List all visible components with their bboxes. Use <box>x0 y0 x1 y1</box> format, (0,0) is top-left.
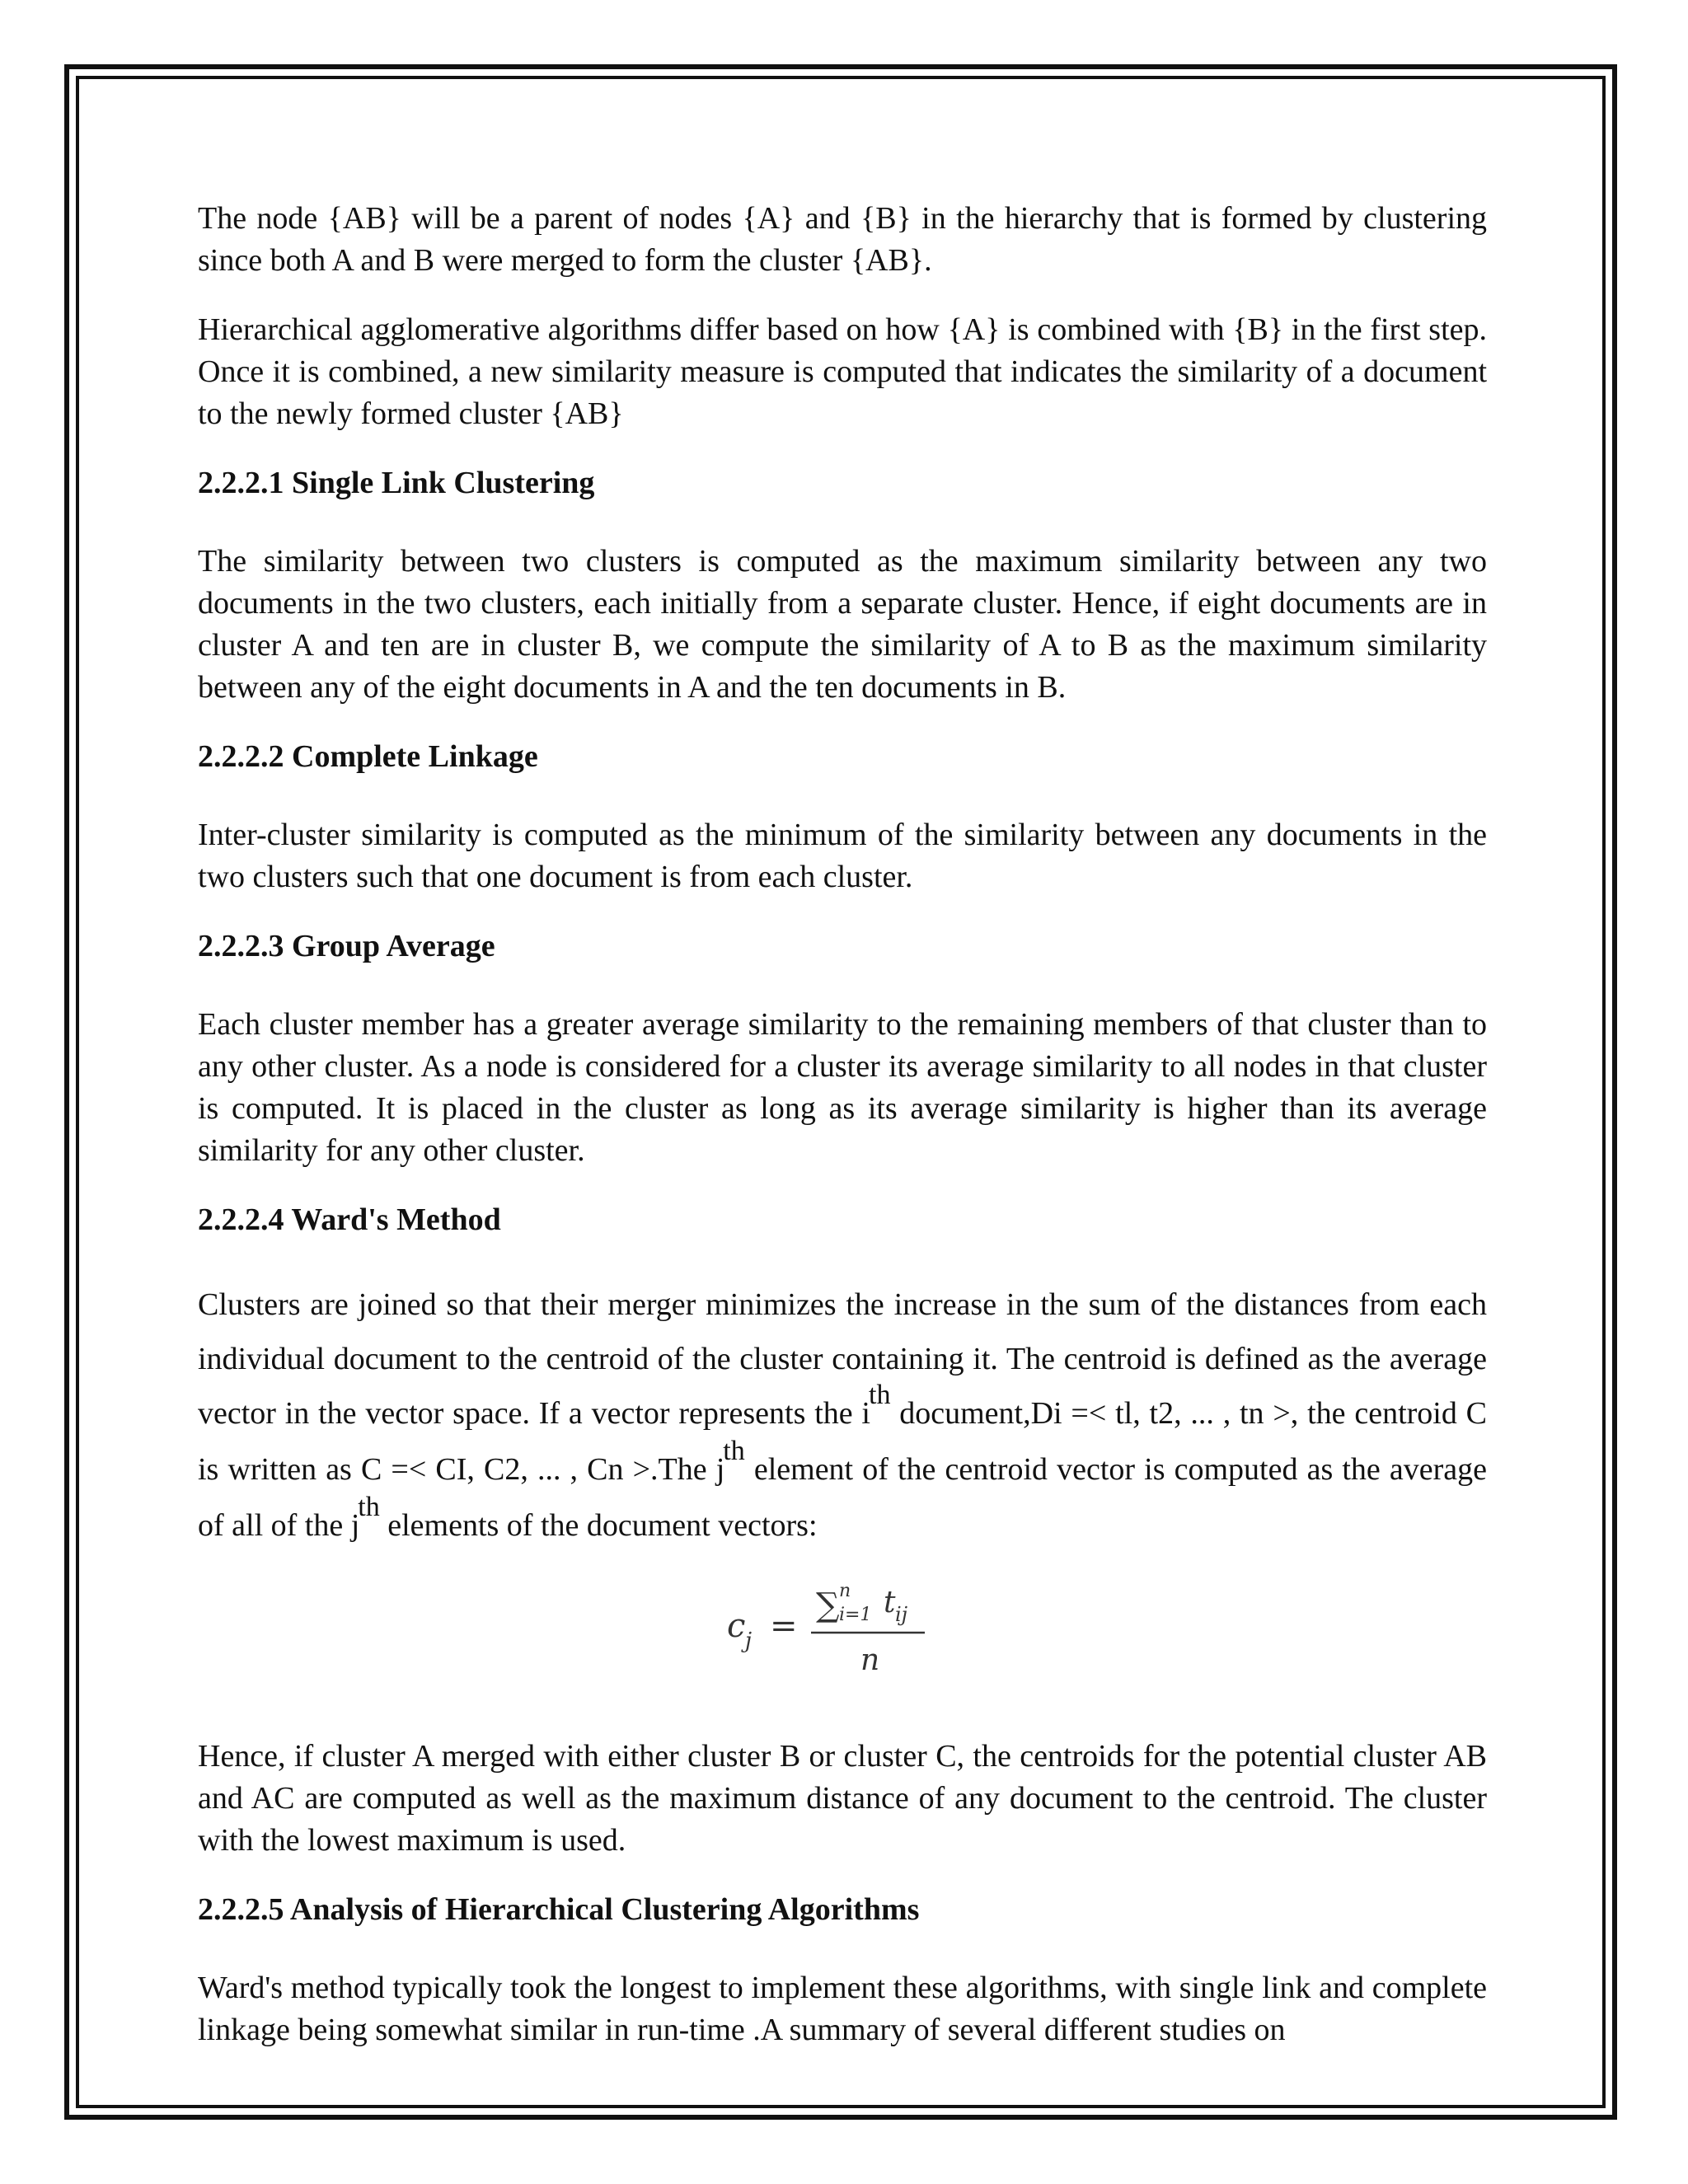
formula-sum-sup: n <box>839 1581 851 1601</box>
formula-denominator: n <box>860 1643 880 1677</box>
section-body-complete-linkage: Inter-cluster similarity is computed as the minimum of the similarity between any documents in the two clusters such that one document is from each cluster. <box>198 818 1487 894</box>
centroid-formula-graphic <box>719 1575 966 1682</box>
section-body-single-link: The similarity between two clusters is computed as the maximum similarity between any two documents in the two clusters, each initially from a separate cluster. Hence, if eight documents are in cluster A and ten are in cluster B, we compute the similarity of A to B as the maximum similarity between any of the eight documents in A and the ten documents in B. <box>198 544 1487 705</box>
section-heading-analysis: 2.2.2.5 Analysis of Hierarchical Clustering Algorithms <box>198 1892 920 1927</box>
superscript-th-3: th <box>358 1492 380 1522</box>
wards-text-part-3: element of the centroid vector is computed as the average of all of the j <box>198 1452 1487 1543</box>
section-heading-group-average: 2.2.2.3 Group Average <box>198 929 495 963</box>
formula-term-sub: ij <box>895 1603 908 1626</box>
formula-lhs-sub: j <box>745 1629 753 1653</box>
section-body-analysis: Ward's method typically took the longest to implement these algorithms, with single link and complete linkage being somewhat similar in run-time .A summary of several different studies on <box>198 1971 1487 2047</box>
section-heading-wards-method: 2.2.2.4 Ward's Method <box>198 1202 501 1237</box>
wards-text-part-1: Clusters are joined so that their merger minimizes the increase in the sum of the distances from each individual document to the centroid of the cluster containing it. The centroid is defined as the average vector in the vector space. If a vector represents the i <box>198 1287 1487 1431</box>
intro-paragraph-2: Hierarchical agglomerative algorithms differ based on how {A} is combined with {B} in the first step. Once it is combined, a new similarity measure is computed that indicates the similarity of a document to the newly formed cluster {AB} <box>198 312 1487 431</box>
formula-term: t <box>884 1586 896 1619</box>
formula-sum: ∑ <box>816 1586 840 1624</box>
superscript-th-2: th <box>723 1436 745 1466</box>
formula-sum-sub: i=1 <box>839 1605 872 1625</box>
section-body-group-average: Each cluster member has a greater average similarity to the remaining members of that cluster than to any other cluster. As a node is considered for a cluster its average similarity to all nodes in that cluster is computed. It is placed in the cluster as long as its average similarity is higher than its average similarity for any other cluster. <box>198 1007 1487 1168</box>
document-body <box>198 198 1487 2051</box>
formula-equals: = <box>770 1607 798 1645</box>
centroid-formula <box>198 1571 1487 1686</box>
section-heading-single-link: 2.2.2.1 Single Link Clustering <box>198 466 595 500</box>
superscript-th-1: th <box>869 1380 891 1410</box>
formula-lhs: c <box>727 1607 746 1645</box>
section-body-wards-after: Hence, if cluster A merged with either cluster B or cluster C, the centroids for the potential cluster AB and AC are computed as well as the maximum distance of any document to the centroid. The cluster with the lowest maximum is used. <box>198 1739 1487 1858</box>
wards-text-part-4: elements of the document vectors: <box>379 1508 818 1543</box>
section-body-wards-method <box>198 1277 1487 1554</box>
section-heading-complete-linkage: 2.2.2.2 Complete Linkage <box>198 739 538 774</box>
wards-text-part-2: document,Di =< tl, t2, ... , tn >, the centroid C is written as C =< CI, C2, ... , Cn >.The j <box>198 1396 1487 1487</box>
intro-paragraph-1: The node {AB} will be a parent of nodes {A} and {B} in the hierarchy that is formed by clustering since both A and B were merged to form the cluster {AB}. <box>198 201 1487 278</box>
